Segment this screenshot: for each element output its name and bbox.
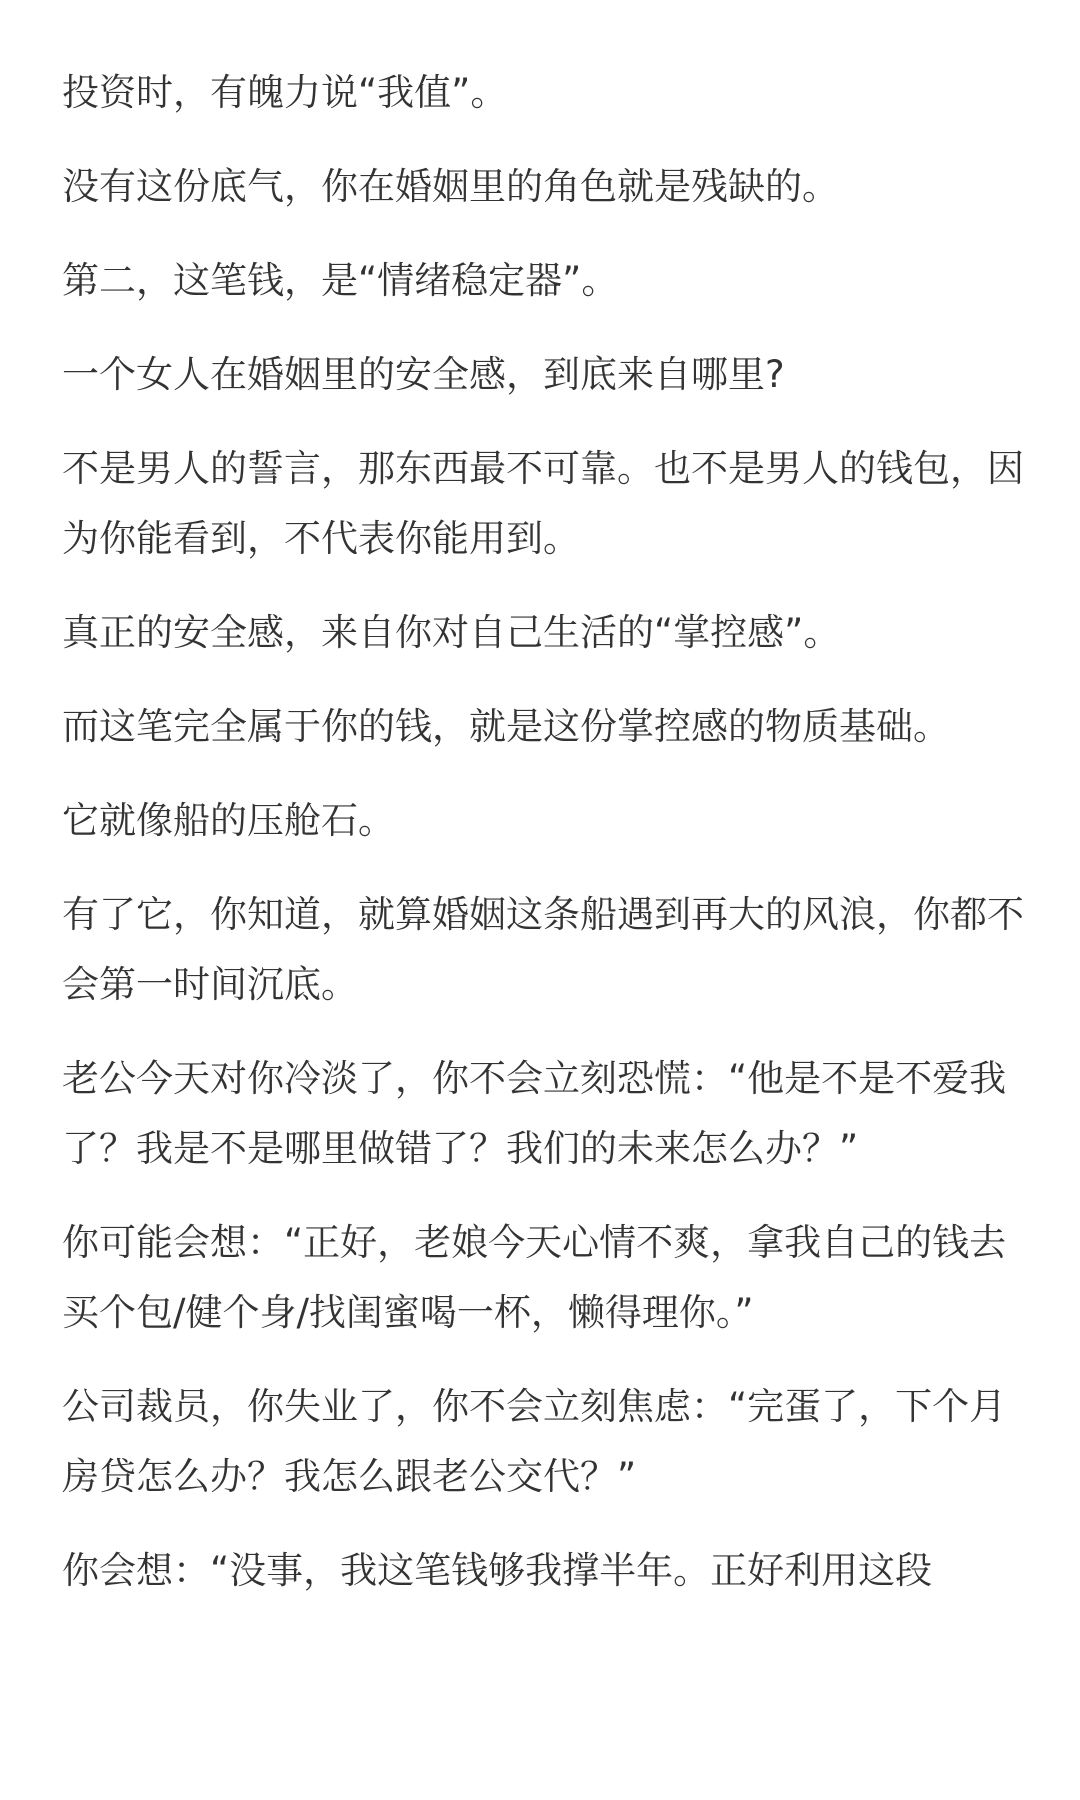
paragraph-2: 没有这份底气，你在婚姻里的角色就是残缺的。: [62, 165, 839, 208]
article-body: [62, 58, 1042, 1630]
paragraph-10: 老公今天对你冷淡了，你不会立刻恐慌：“他是不是不爱我了？我是不是哪里做错了？我们的未来怎么办？”: [62, 1057, 1007, 1170]
paragraph-12: 公司裁员，你失业了，你不会立刻焦虑：“完蛋了，下个月房贷怎么办？我怎么跟老公交代？”: [62, 1385, 1007, 1498]
paragraph-13: 你会想：“没事，我这笔钱够我撑半年。正好利用这段: [62, 1549, 933, 1592]
paragraph-8: 它就像船的压舱石。: [62, 799, 395, 842]
paragraph-6: 真正的安全感，来自你对自己生活的“掌控感”。: [62, 611, 841, 654]
paragraph-3: 第二，这笔钱，是“情绪稳定器”。: [62, 259, 619, 302]
paragraph-11: 你可能会想：“正好，老娘今天心情不爽，拿我自己的钱去买个包/健个身/找闺蜜喝一杯，懒得理你。”: [62, 1221, 1007, 1334]
paragraph-7: 而这笔完全属于你的钱，就是这份掌控感的物质基础。: [62, 705, 950, 748]
paragraph-9: 有了它，你知道，就算婚姻这条船遇到再大的风浪，你都不会第一时间沉底。: [62, 893, 1024, 1006]
paragraph-5: 不是男人的誓言，那东西最不可靠。也不是男人的钱包，因为你能看到，不代表你能用到。: [62, 447, 1024, 560]
paragraph-1: 投资时，有魄力说“我值”。: [62, 71, 508, 114]
paragraph-4: 一个女人在婚姻里的安全感，到底来自哪里?: [62, 353, 785, 396]
